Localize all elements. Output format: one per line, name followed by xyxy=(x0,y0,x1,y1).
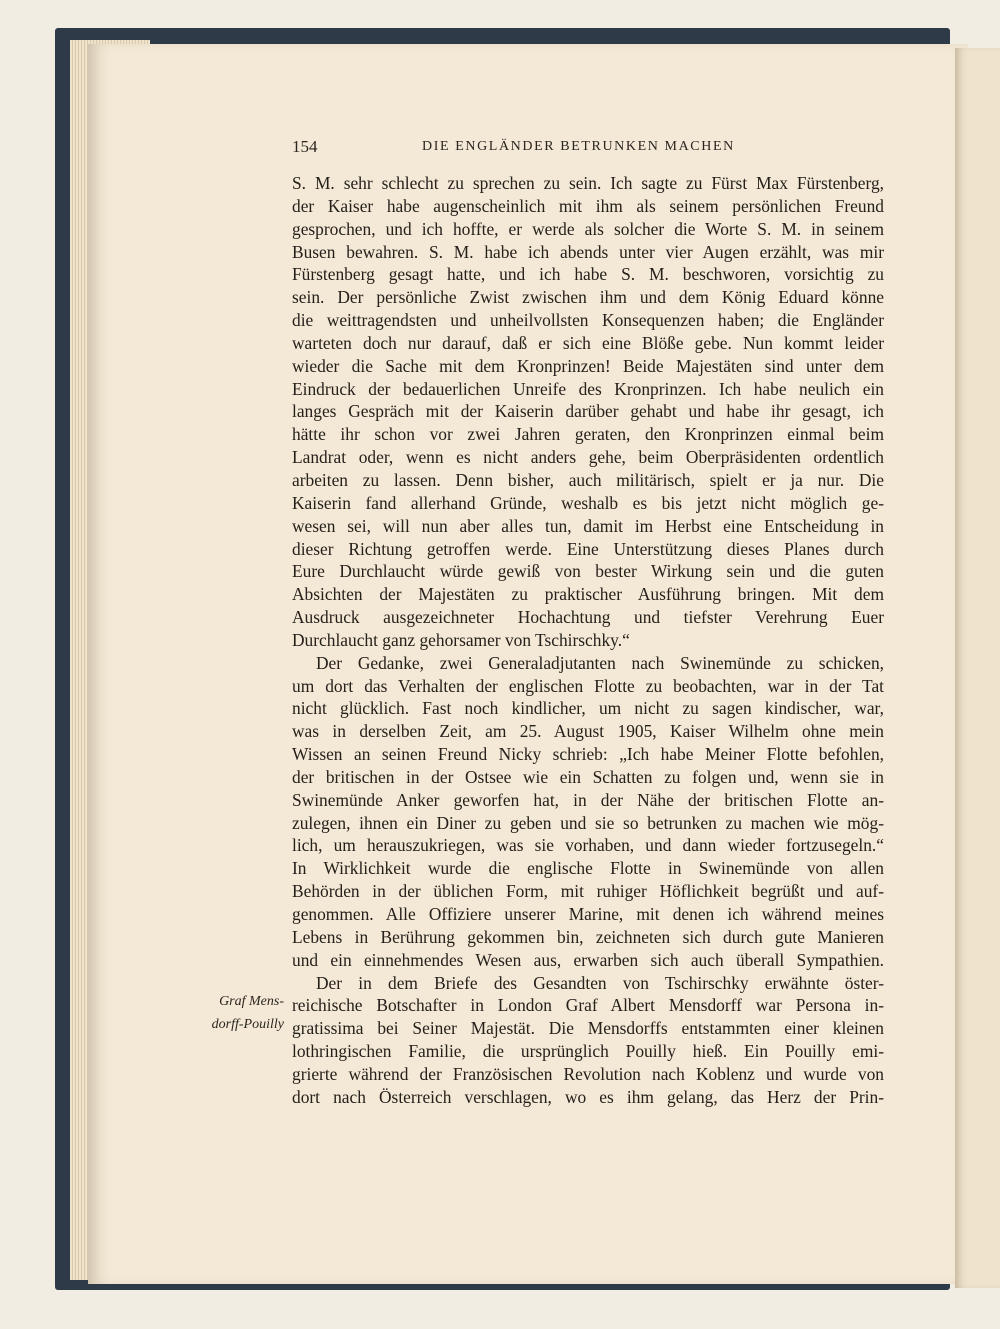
text-line: Eure Durchlaucht würde gewiß von bester Wirkung sein und die guten xyxy=(292,561,884,582)
text-line: warteten doch nur darauf, daß er sich eine Blöße gebe. Nun kommt leider xyxy=(292,332,884,353)
text-line: wieder die Sache mit dem Kronprinzen! Beide Majestäten sind unter dem xyxy=(292,355,884,376)
text-line: Landrat oder, wenn es nicht anders gehe, beim Oberpräsidenten ordentlich xyxy=(292,447,884,468)
text-line: der Kaiser habe augenscheinlich mit ihm als seinem persönlichen Freund xyxy=(292,195,884,216)
text-line: was in derselben Zeit, am 25. August 1905, Kaiser Wilhelm ohne mein xyxy=(292,721,884,742)
margin-note-line: dorff-Pouilly xyxy=(211,1017,284,1032)
text-line: und ein einnehmendes Wesen aus, erwarben sich auch überall Sympathien. xyxy=(292,949,884,970)
text-line: dieser Richtung getroffen werde. Eine Unterstützung dieses Planes durch xyxy=(292,538,884,559)
text-line: Lebens in Berührung gekommen bin, zeichneten sich durch gute Manieren xyxy=(292,926,884,947)
text-line: hätte ihr schon vor zwei Jahren geraten, den Kronprinzen einmal beim xyxy=(292,424,884,445)
text-line: zulegen, ihnen ein Diner zu geben und sie so betrunken zu machen wie mög- xyxy=(292,812,884,833)
text-line: die weittragendsten und unheilvollsten Konsequenzen haben; die Engländer xyxy=(292,310,884,331)
text-line: Durchlaucht ganz gehorsamer von Tschirschky.“ xyxy=(292,629,630,650)
text-line: genommen. Alle Offiziere unserer Marine, mit denen ich während meines xyxy=(292,904,884,924)
text-line: In Wirklichkeit wurde die englische Flotte in Swinemünde von allen xyxy=(292,858,884,879)
text-line: Der Gedanke, zwei Generaladjutanten nach Swinemünde zu schicken, xyxy=(316,652,884,673)
text-line: grierte während der Französischen Revolution nach Koblenz und wurde von xyxy=(292,1063,884,1084)
text-line: dort nach Österreich verschlagen, wo es ihm gelang, das Herz der Prin- xyxy=(292,1086,884,1107)
text-line: nicht glücklich. Fast noch kindlicher, um nicht zu sagen kindischer, war, xyxy=(292,698,884,719)
text-line: Busen bewahren. S. M. habe ich abends unter vier Augen erzählt, was mir xyxy=(292,241,884,262)
body-text xyxy=(292,172,884,1109)
text-line: arbeiten zu lassen. Denn bisher, auch militärisch, spielt er ja nur. Die xyxy=(292,469,884,490)
text-line: gratissima bei Seiner Majestät. Die Mensdorffs entstammten einer kleinen xyxy=(292,1018,884,1039)
text-line: Swinemünde Anker geworfen hat, in der Nähe der britischen Flotte an- xyxy=(292,789,884,810)
facing-page-edge xyxy=(955,48,1000,1288)
text-line: Absichten der Majestäten zu praktischer Ausführung bringen. Mit dem xyxy=(292,584,884,605)
text-line: der britischen in der Ostsee wie ein Schatten zu folgen und, wenn sie in xyxy=(292,766,884,787)
text-line: lothringischen Familie, die ursprünglich Pouilly hieß. Ein Pouilly emi- xyxy=(292,1041,884,1062)
text-line: S. M. sehr schlecht zu sprechen zu sein. Ich sagte zu Fürst Max Fürstenberg, xyxy=(292,173,884,193)
text-line: wesen sei, will nun aber alles tun, damit im Herbst eine Entscheidung in xyxy=(292,515,884,536)
text-line: gesprochen, und ich hoffte, er werde als solcher die Worte S. M. in seinem xyxy=(292,218,884,239)
text-line: sein. Der persönliche Zwist zwischen ihm und dem König Eduard könne xyxy=(292,287,884,308)
text-line: um dort das Verhalten der englischen Flotte zu beobachten, war in der Tat xyxy=(292,675,884,696)
margin-note-line: Graf Mens- xyxy=(219,994,284,1009)
text-line: Behörden in der üblichen Form, mit ruhiger Höflichkeit begrüßt und auf- xyxy=(292,881,884,902)
margin-note xyxy=(180,990,284,1036)
text-line: Ausdruck ausgezeichneter Hochachtung und tiefster Verehrung Euer xyxy=(292,607,884,628)
text-line: Wissen an seinen Freund Nicky schrieb: „Ich habe Meiner Flotte befohlen, xyxy=(292,744,884,765)
text-line: Kaiserin fand allerhand Gründe, weshalb es bis jetzt nicht möglich ge- xyxy=(292,492,884,513)
text-line: reichische Botschafter in London Graf Albert Mensdorff war Persona in- xyxy=(292,995,884,1016)
text-line: Der in dem Briefe des Gesandten von Tschirschky erwähnte öster- xyxy=(316,972,884,993)
text-line: langes Gespräch mit der Kaiserin darüber gehabt und habe ihr gesagt, ich xyxy=(292,401,884,422)
text-line: Fürstenberg gesagt hatte, und ich habe S. M. beschworen, vorsichtig zu xyxy=(292,264,884,285)
running-head: DIE ENGLÄNDER BETRUNKEN MACHEN xyxy=(422,139,735,154)
page-header xyxy=(292,137,884,163)
text-line: lich, um herauszukriegen, was sie vorhaben, und dann wieder fortzusegeln.“ xyxy=(292,835,884,856)
page-number: 154 xyxy=(292,137,318,156)
text-line: Eindruck der bedauerlichen Unreife des Kronprinzen. Ich habe neulich ein xyxy=(292,378,884,399)
